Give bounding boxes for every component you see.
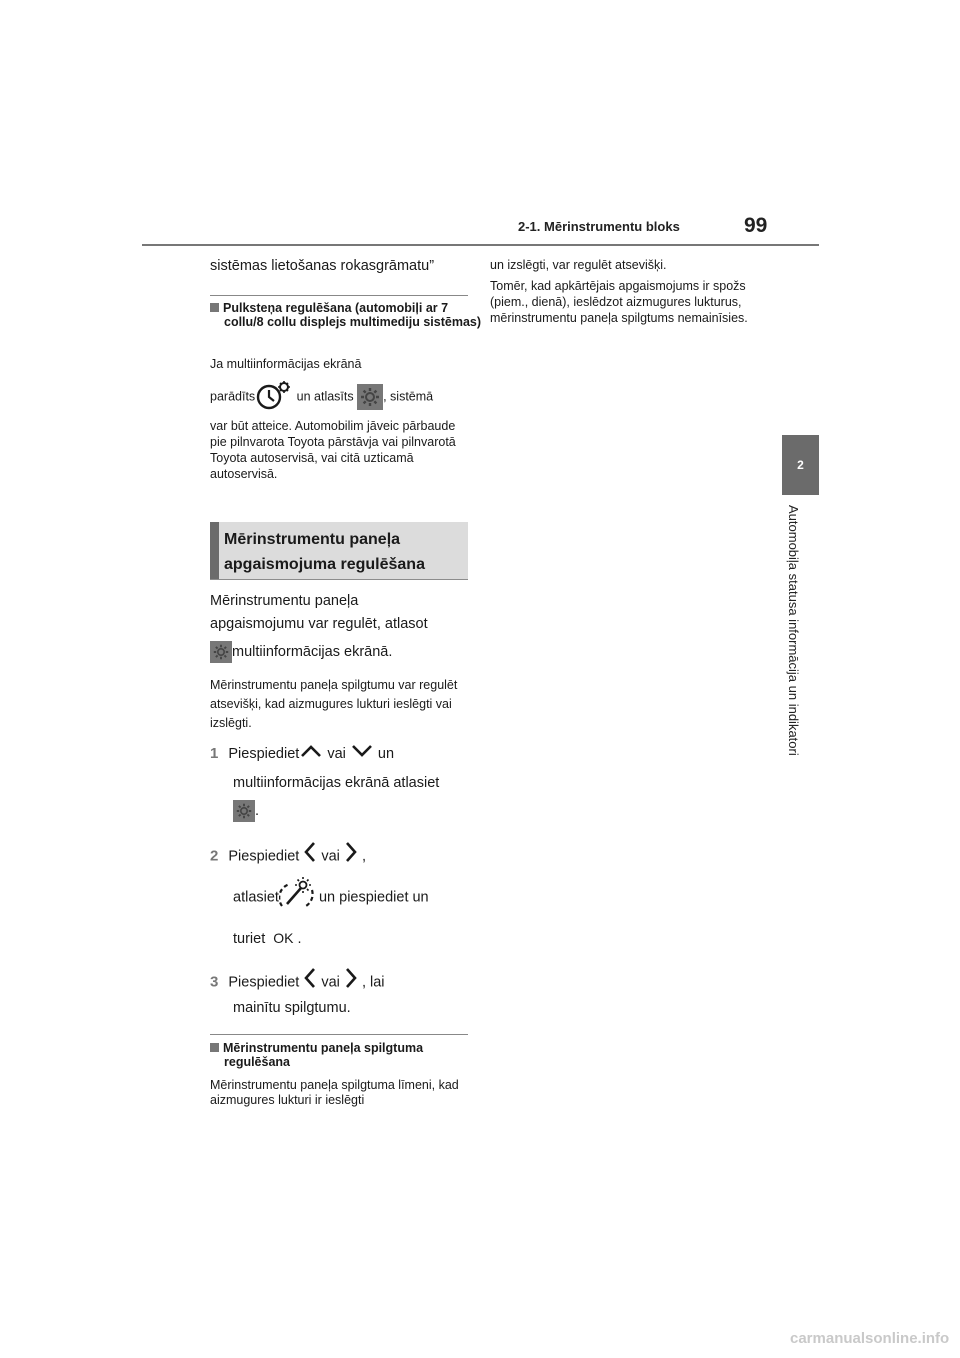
settings-gear-icon <box>357 384 383 410</box>
clock-para-2 <box>210 380 468 410</box>
brightness-adjust-icon <box>279 876 315 919</box>
step-2-line-2 <box>233 876 429 910</box>
intro-line: sistēmas lietošanas rokasgrāmatu” <box>210 258 435 274</box>
main-para-1: Mērinstrumentu paneļa <box>210 593 359 609</box>
main-para-3 <box>210 639 468 665</box>
chevron-up-icon <box>299 741 323 767</box>
section-title: 2-1. Mērinstrumentu bloks <box>518 219 680 234</box>
ok-button-label: OK <box>273 930 294 946</box>
step-1-text-c: un <box>373 746 395 762</box>
settings-gear-icon <box>233 800 255 822</box>
step-2-text-g: . <box>297 931 302 947</box>
clock-para-2b: un atlasīts <box>293 389 358 404</box>
clock-para-2a: parādīts <box>210 389 256 404</box>
step-2-text-a: Piespiediet <box>228 848 304 865</box>
clock-heading-text: Pulksteņa regulēšana (automobiļi ar 7 collu/8 collu displejs multimediju sistēmas) <box>223 301 482 329</box>
section-rule <box>210 1034 468 1035</box>
main-para-2: apgaismojumu var regulēt, atlasot <box>210 616 428 632</box>
step-2-line-3 <box>233 925 302 952</box>
chapter-side-title-text: Automobiļa statusa informācija un indikatori <box>786 505 801 756</box>
clock-para-2c: , sistēmā <box>383 389 434 404</box>
brightness-heading <box>210 1041 482 1069</box>
step-1-text-a: Piespiediet <box>228 746 300 762</box>
main-para-3-text: multiinformācijas ekrānā. <box>232 644 393 661</box>
col2-para-2: Tomēr, kad apkārtējais apgaismojums ir spožs (piem., dienā), ieslēdzot aizmugures lukturus, mērinstrumentu paneļa spilgtums nemainīsies. <box>490 279 748 325</box>
chevron-down-icon <box>350 741 374 767</box>
step-1-text-b: vai <box>323 746 350 762</box>
clock-para-1: Ja multiinformācijas ekrānā <box>210 357 362 371</box>
step-3-text-c: , lai <box>357 974 385 991</box>
page-number: 99 <box>744 214 768 237</box>
clock-heading <box>210 301 482 329</box>
banner-accent-bar <box>210 522 219 579</box>
col2-para-1: un izslēgti, var regulēt atsevišķi. <box>490 258 667 272</box>
step-2-text-f: turiet <box>233 931 270 947</box>
step-1-text-e: . <box>255 803 260 820</box>
step-2-text-c: , <box>357 848 366 865</box>
banner-title <box>224 527 425 577</box>
brightness-para: Mērinstrumentu paneļa spilgtuma līmeni, kad aizmugures lukturi ir ieslēgti <box>210 1078 459 1107</box>
chevron-right-icon <box>344 840 358 873</box>
small-para: Mērinstrumentu paneļa spilgtumu var regulēt atsevišķi, kad aizmugures lukturi ieslēgti vai izslēgti. <box>210 678 458 730</box>
chevron-left-icon <box>303 840 317 873</box>
banner-title-line-2: apgaismojuma regulēšana <box>224 556 425 573</box>
step-2-line-1 <box>210 840 366 873</box>
watermark: carmanualsonline.info <box>790 1330 950 1347</box>
step-1-line-2: multiinformācijas ekrānā atlasiet <box>233 775 440 791</box>
step-1-line-3 <box>233 798 259 824</box>
header-rule <box>142 244 819 246</box>
section-rule <box>210 295 468 296</box>
step-3-line-2: mainītu spilgtumu. <box>233 1000 351 1016</box>
step-3-text-b: vai <box>317 974 344 991</box>
clock-settings-icon <box>255 380 293 414</box>
bullet-square <box>210 303 219 312</box>
bullet-square <box>210 1043 219 1052</box>
step-3-text-a: Piespiediet <box>228 974 304 991</box>
step-3-number: 3 <box>210 973 219 991</box>
chapter-side-title <box>774 505 814 797</box>
section-banner <box>210 522 468 580</box>
step-1-line-1 <box>210 741 394 767</box>
settings-gear-icon <box>210 641 232 663</box>
step-2-number: 2 <box>210 847 219 865</box>
step-2-text-d: atlasiet <box>233 889 279 906</box>
brightness-heading-text: Mērinstrumentu paneļa spilgtuma regulēšana <box>223 1041 424 1069</box>
banner-title-line-1: Mērinstrumentu paneļa <box>224 531 401 548</box>
chapter-tab: 2 <box>782 435 819 495</box>
step-1-number: 1 <box>210 745 219 762</box>
step-2-text-e: un piespiediet un <box>314 889 429 906</box>
clock-para-3: var būt atteice. Automobilim jāveic pārbaude pie pilnvarota Toyota pārstāvja vai pilnvarotā Toyota autoservisā, vai citā uzticamā autoservisā. <box>210 419 456 481</box>
step-2-text-b: vai <box>317 848 344 865</box>
